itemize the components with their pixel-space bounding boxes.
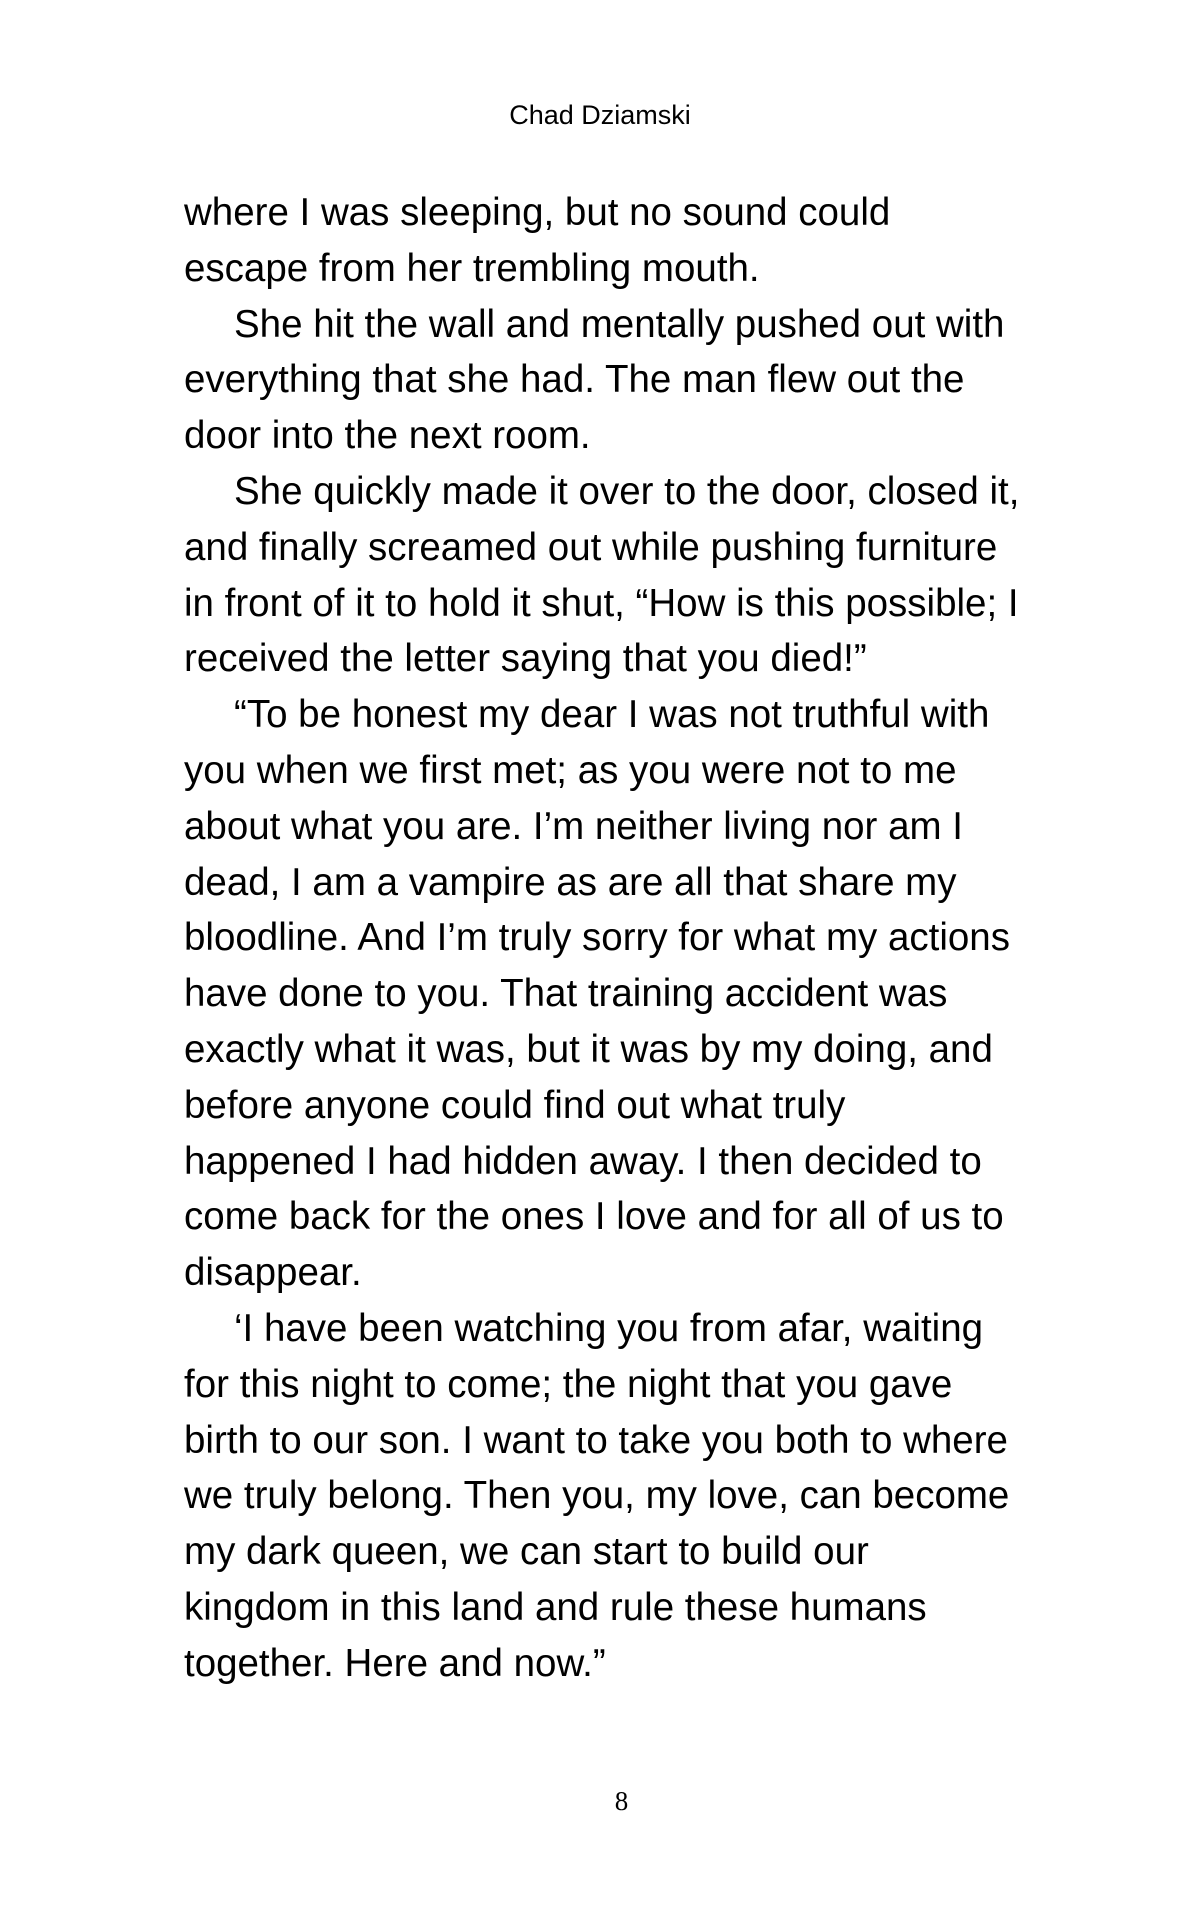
paragraph-continued: where I was sleeping, but no sound could escape from her trembling mouth. (184, 191, 891, 290)
running-header-author: Chad Dziamski (509, 100, 691, 130)
page-number: 8 (614, 1786, 629, 1816)
body-text (184, 185, 1060, 1692)
paragraph: She hit the wall and mentally pushed out with everything that she had. The man flew out the door into the next room. (184, 302, 1005, 458)
paragraph: ‘I have been watching you from afar, waiting for this night to come; the night that you gave birth to our son. I want to take you both to where we truly belong. Then you, my love, can become my dark queen, we can start to build our kingdom in this land and rule these humans together. Here and now.” (184, 1306, 1010, 1685)
paragraph: “To be honest my dear I was not truthful with you when we first met; as you were not to me about what you are. I’m neither living nor am I dead, I am a vampire as are all that share my bloodline. And I’m truly sorry for what my actions have done to you. That training accident was exactly what it was, but it was by my doing, and before anyone could find out what truly happened I had hidden away. I then decided to come back for the ones I love and for all of us to disappear. (184, 693, 1010, 1295)
paragraph: She quickly made it over to the door, closed it, and finally screamed out while pushing furniture in front of it to hold it shut, “How is this possible; I received the letter saying that you died!” (184, 469, 1020, 681)
